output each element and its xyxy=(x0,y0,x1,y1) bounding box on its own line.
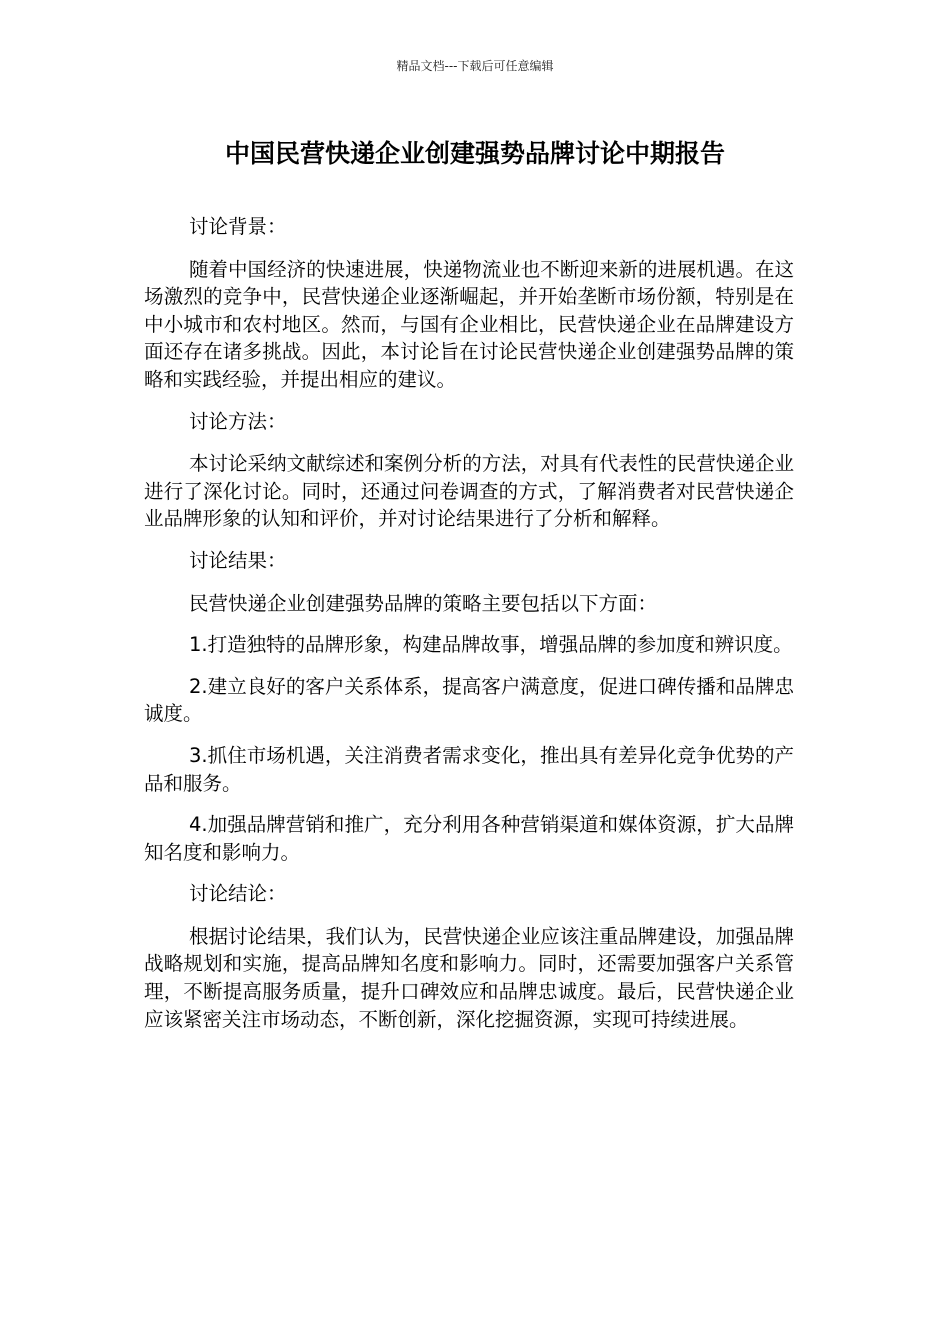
results-item: 2.建立良好的客户关系体系，提高客户满意度，促进口碑传播和品牌忠诚度。 xyxy=(144,674,794,726)
paragraph-conclusion: 根据讨论结果，我们认为，民营快递企业应该注重品牌建设，加强品牌战略规划和实施，提高品牌知名度和影响力。同时，还需要加强客户关系管理，不断提高服务质量，提升口碑效应和品牌忠诚度。最后，民营快递企业应该紧密关注市场动态，不断创新，深化挖掘资源，实现可持续进展。 xyxy=(144,924,794,1031)
paragraph-results-intro: 民营快递企业创建强势品牌的策略主要包括以下方面： xyxy=(189,591,658,615)
section-heading-conclusion: 讨论结论： xyxy=(189,882,287,906)
section-heading-method: 讨论方法： xyxy=(189,409,287,433)
results-item: 4.加强品牌营销和推广，充分利用各种营销渠道和媒体资源，扩大品牌知名度和影响力。 xyxy=(144,813,794,864)
paragraph-background: 随着中国经济的快速进展，快递物流业也不断迎来新的进展机遇。在这场激烈的竞争中，民营快递企业逐渐崛起，并开始垄断市场份额，特别是在中小城市和农村地区。然而，与国有企业相比，民营快递企业在品牌建设方面还存在诸多挑战。因此，本讨论旨在讨论民营快递企业创建强势品牌的策略和实践经验，并提出相应的建议。 xyxy=(144,257,794,391)
results-item: 1.打造独特的品牌形象，构建品牌故事，增强品牌的参加度和辨识度。 xyxy=(189,633,793,657)
header-note: 精品文档---下载后可任意编辑 xyxy=(396,59,554,73)
section-heading-results: 讨论结果： xyxy=(189,548,287,572)
document-body xyxy=(144,213,794,1047)
paragraph-method: 本讨论采纳文献综述和案例分析的方法，对具有代表性的民营快递企业进行了深化讨论。同时，还通过问卷调查的方式，了解消费者对民营快递企业品牌形象的认知和评价，并对讨论结果进行了分析和解释。 xyxy=(144,452,794,531)
document-title: 中国民营快递企业创建强势品牌讨论中期报告 xyxy=(224,139,725,168)
results-item: 3.抓住市场机遇，关注消费者需求变化，推出具有差异化竞争优势的产品和服务。 xyxy=(144,743,794,795)
section-heading-background: 讨论背景： xyxy=(189,215,287,238)
